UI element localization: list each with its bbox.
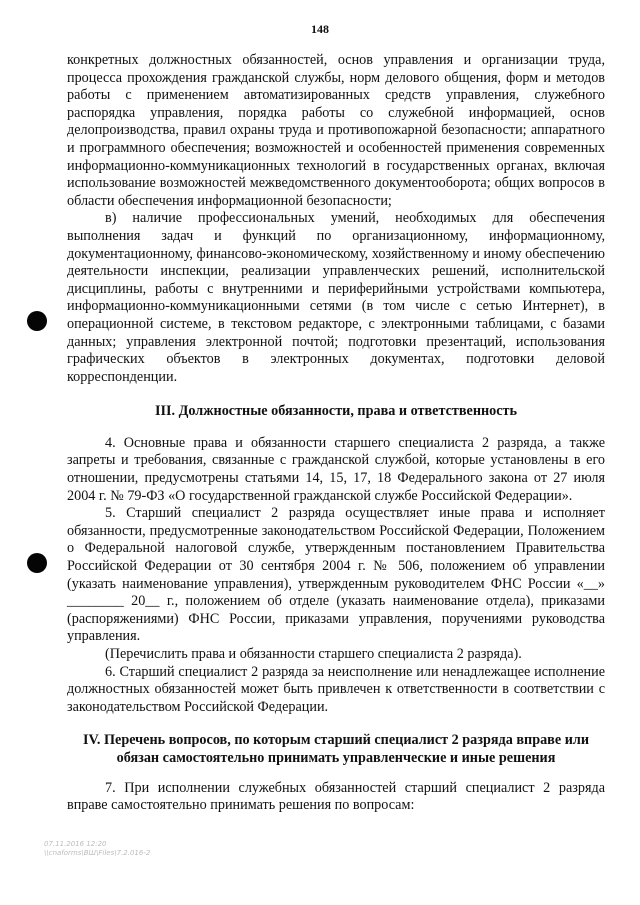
punch-hole-bottom (27, 553, 47, 573)
paragraph-skills: в) наличие профессиональных умений, необходимых для обеспечения выполнения задач и функций по организационному, информационному, документационному, финансово-экономическому, хозяйственному и иному обеспечению деятельности инспекции, реализации управленческих решений, исполнительской дисциплины, работы с внутренними и периферийными устройствами компьютера, информационно-коммуникационными сетями (в том числе с сетью Интернет), в операционной системе, в текстовом редакторе, с электронными таблицами, с базами данных; управления электронной почтой; подготовки презентаций, использования графических объектов в электронных документах, подготовки деловой корреспонденции. (67, 210, 605, 385)
paragraph-4: 4. Основные права и обязанности старшего специалиста 2 разряда, а также запреты и требования, связанные с гражданской службой, которые установлены в его отношении, предусмотрены статьями 14, 15, 17, 18 Федерального закона от 27 июля 2004 г. № 79-ФЗ «О государственной гражданской службе Российской Федерации». (67, 434, 605, 504)
paragraph-continuation: конкретных должностных обязанностей, основ управления и организации труда, процесса прохождения гражданской службы, норм делового общения, форм и методов работы с применением автоматизированных средств управления, служебного распорядка управления, порядка работы со служебной информацией, основ делопроизводства, правил охраны труда и противопожарной безопасности; аппаратного и программного обеспечения; возможностей и особенностей применения современных информационно-коммуникационных технологий в государственных органах, включая использование возможностей межведомственного документооборота; общих вопросов в области обеспечения информационной безопасности; (67, 52, 605, 209)
file-stamp-date: 07.11.2016 12:20 (44, 840, 107, 848)
section-heading-iv: IV. Перечень вопросов, по которым старший специалист 2 разряда вправе или обязан самостоятельно принимать управленческие и иные решения (82, 732, 590, 766)
document-body (67, 52, 605, 815)
section-heading-iii: III. Должностные обязанности, права и ответственность (154, 403, 518, 420)
paragraph-7: 7. При исполнении служебных обязанностей старший специалист 2 разряда вправе самостоятельно принимать решения по вопросам: (67, 779, 605, 814)
paragraph-5-note: (Перечислить права и обязанности старшего специалиста 2 разряда). (105, 646, 522, 662)
page-number: 148 (311, 22, 329, 36)
paragraph-5: 5. Старший специалист 2 разряда осуществляет иные права и исполняет обязанности, предусмотренные законодательством Российской Федерации, Положением о Федеральной налоговой службе, утвержденным постановлением Правительства Российской Федерации от 30 сентября 2004 г. № 506, положением об управлении (указать наименование управления), утвержденным руководителем ФНС России «__» ________ 20__ г., положением об отделе (указать наименование отдела), приказами (распоряжениями) ФНС России, приказами управления, поручениями руководства управления. (67, 505, 605, 645)
file-stamp-path: \\cnaforms\ВШ\Files\7.2.016-2 (44, 849, 151, 857)
file-stamp (44, 840, 150, 858)
punch-hole-top (27, 311, 47, 331)
paragraph-6: 6. Старший специалист 2 разряда за неисполнение или ненадлежащее исполнение должностных обязанностей может быть привлечен к ответственности в соответствии с законодательством Российской Федерации. (67, 663, 605, 715)
